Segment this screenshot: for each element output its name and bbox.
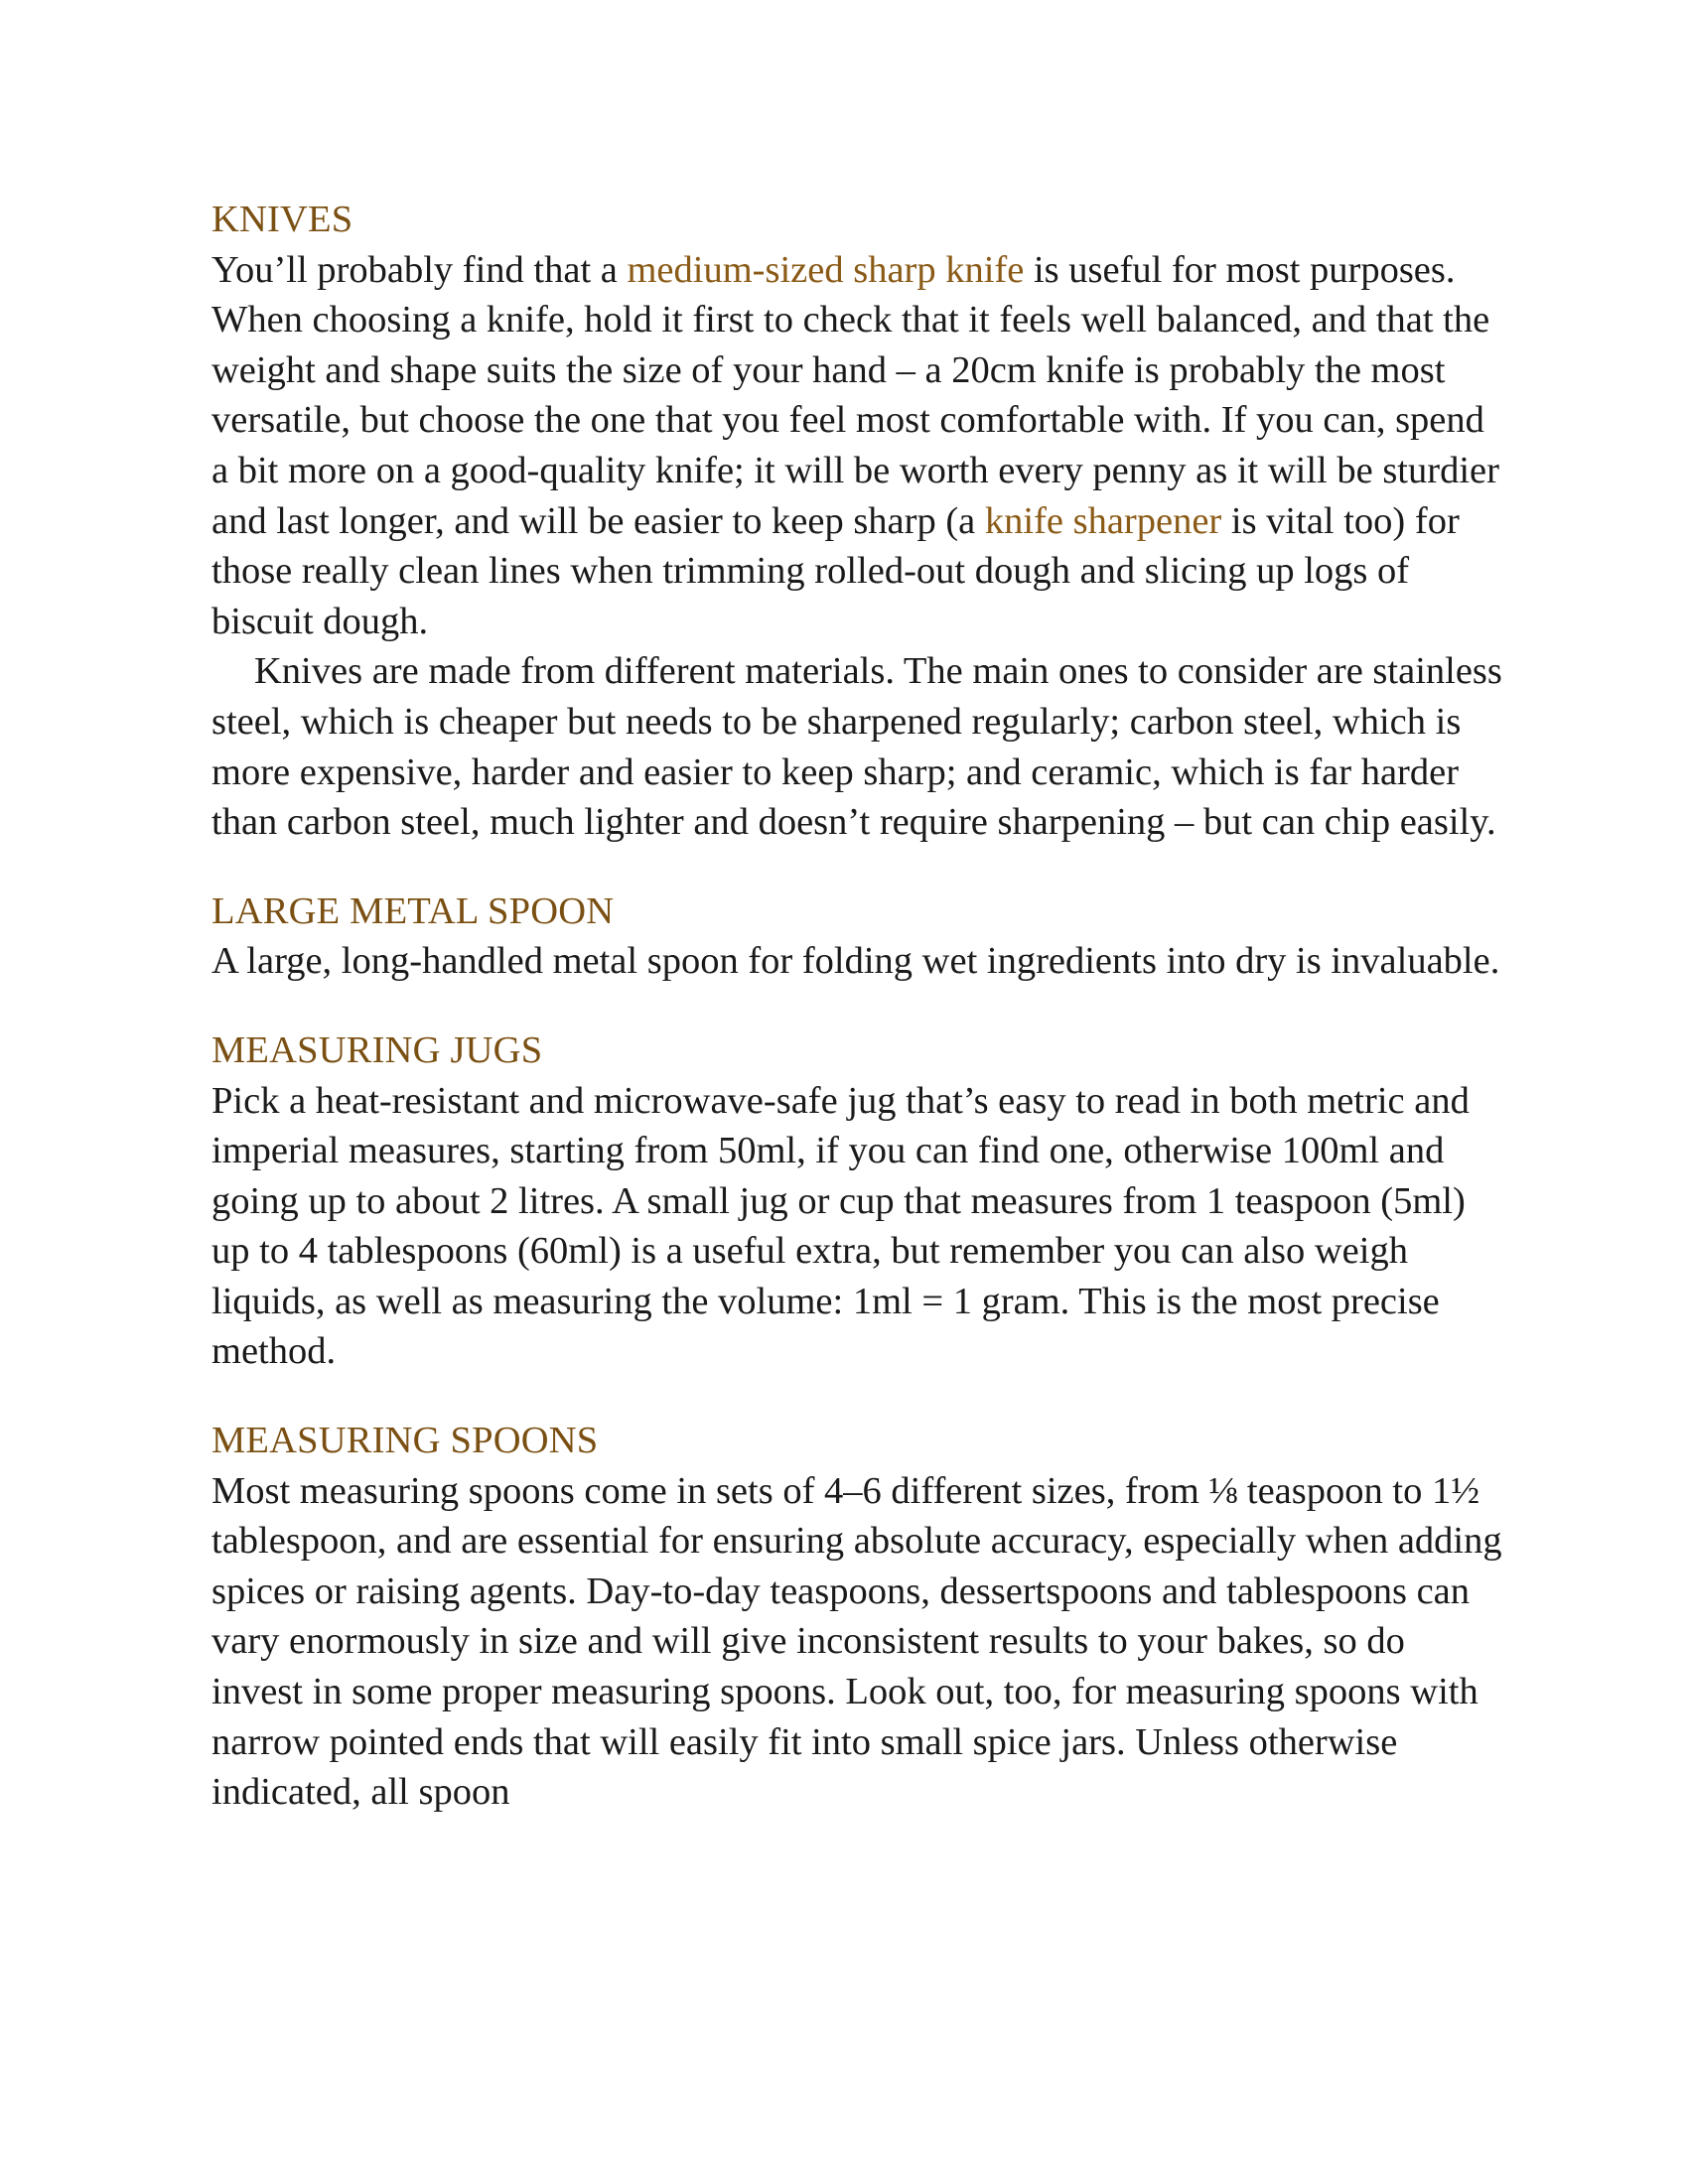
medium-sized-sharp-knife-link[interactable]: medium-sized sharp knife — [627, 248, 1025, 291]
knives-paragraph-1 — [211, 245, 1502, 647]
section-knives — [211, 195, 1502, 848]
knife-sharpener-link[interactable]: knife sharpener — [984, 499, 1222, 542]
section-large-metal-spoon — [211, 887, 1502, 987]
section-measuring-jugs — [211, 1025, 1502, 1377]
knives-text-1b: is useful for most purposes. When choosing a knife, hold it first to check that it feels well balanced, and that the weight and shape suits the size of your hand – a 20cm knife is probably the most versatile, but choose the one that you feel most comfortable with. If you can, spend a bit more on a good-quality knife; it will be worth every penny as it will be sturdier and last longer, and will be easier to keep sharp (a — [211, 248, 1499, 542]
knives-paragraph-2: Knives are made from different materials. The main ones to consider are stainless steel, which is cheaper but needs to be sharpened regularly; carbon steel, which is more expensive, harder and easier to keep sharp; and ceramic, which is far harder than carbon steel, much lighter and doesn’t require sharpening – but can chip easily. — [211, 650, 1502, 844]
section-heading-measuring-spoons: MEASURING SPOONS — [211, 1420, 599, 1462]
knives-text-1c: is vital too) for those really clean lines when trimming rolled-out dough and slicing up logs of biscuit dough. — [211, 499, 1460, 642]
section-heading-large-metal-spoon: LARGE METAL SPOON — [211, 889, 615, 932]
measuring-spoons-paragraph: Most measuring spoons come in sets of 4–6 different sizes, from ⅛ teaspoon to 1½ tablespoon, and are essential for ensuring absolute accuracy, especially when adding spices or raising agents. Day-to-day teaspoons, dessertspoons and tablespoons can vary enormously in size and will give inconsistent results to your bakes, so do invest in some proper measuring spoons. Look out, too, for measuring spoons with narrow pointed ends that will easily fit into small spice jars. Unless otherwise indicated, all spoon — [211, 1469, 1502, 1814]
section-heading-measuring-jugs: MEASURING JUGS — [211, 1028, 543, 1071]
measuring-jugs-paragraph: Pick a heat-resistant and microwave-safe jug that’s easy to read in both metric and imperial measures, starting from 50ml, if you can find one, otherwise 100ml and going up to about 2 litres. A small jug or cup that measures from 1 teaspoon (5ml) up to 4 tablespoons (60ml) is a useful extra, but remember you can also weigh liquids, as well as measuring the volume: 1ml = 1 gram. This is the most precise method. — [211, 1079, 1470, 1373]
section-measuring-spoons — [211, 1416, 1502, 1818]
large-metal-spoon-paragraph: A large, long-handled metal spoon for folding wet ingredients into dry is invaluable. — [211, 940, 1500, 983]
section-heading-knives: KNIVES — [211, 199, 353, 240]
knives-text-1a: You’ll probably find that a — [211, 248, 628, 291]
document-page — [211, 195, 1502, 1818]
